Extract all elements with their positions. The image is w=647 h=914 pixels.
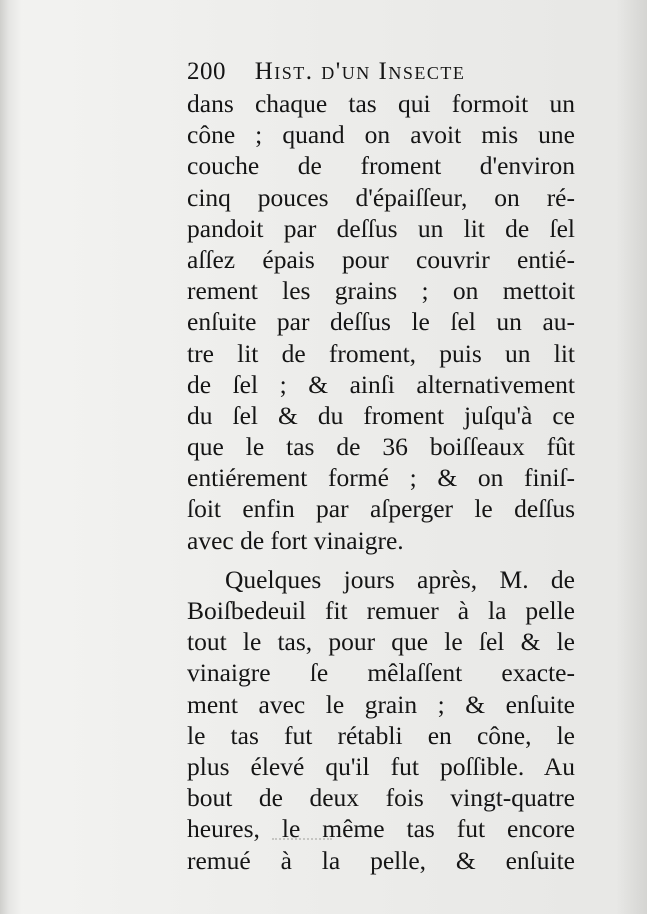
text-line: dans chaque tas qui formoit un (187, 89, 575, 118)
text-line: ſoit enfin par aſperger le deſſus (187, 494, 575, 524)
running-head: Hist. d'un Insecte (254, 58, 466, 85)
text-line: vinaigre ſe mêlaſſent exacte- (187, 658, 575, 688)
text-line: du ſel & du froment juſqu'à ce (187, 400, 575, 430)
text-line: enſuite par deſſus le ſel un au- (187, 307, 575, 337)
text-line: heures, le même tas fut encore (187, 814, 575, 844)
text-line: couche de froment d'environ (187, 151, 575, 181)
text-line-paragraph-start: Quelques jours après, M. de (225, 564, 575, 594)
text-line: bout de deux fois vingt-quatre (187, 783, 575, 813)
body-text (187, 88, 587, 876)
text-line: rement les grains ; on mettoit (187, 276, 575, 306)
text-line: entiérement formé ; & on finiſ- (187, 463, 575, 493)
page-edge-shadow (617, 0, 647, 914)
binding-gutter-shadow (0, 0, 22, 914)
text-line: remué à la pelle, & enſuite (187, 845, 575, 875)
text-line: Boiſbedeuil fit remuer à la pelle (187, 596, 575, 625)
text-line: le tas fut rétabli en cône, le (187, 720, 575, 750)
text-line: plus élevé qu'il fut poſſible. Au (187, 751, 575, 781)
page-header (187, 58, 587, 92)
text-line: tout le tas, pour que le ſel & le (187, 627, 575, 657)
text-line-paragraph-end: avec de fort vinaigre. (187, 525, 404, 555)
text-line: cinq pouces d'épaiſſeur, on ré- (187, 182, 575, 212)
text-line: pandoit par deſſus un lit de ſel (187, 213, 575, 243)
page-footer-mark (272, 838, 332, 846)
text-line: de ſel ; & ainſi alternativement (187, 369, 575, 399)
text-line: aſſez épais pour couvrir entié- (187, 244, 575, 274)
text-line: tre lit de froment, puis un lit (187, 338, 575, 368)
text-line: ment avec le grain ; & enſuite (187, 689, 575, 719)
paragraph-gap (187, 556, 587, 564)
text-line: que le tas de 36 boiſſeaux fût (187, 432, 575, 462)
text-line: cône ; quand on avoit mis une (187, 120, 575, 150)
page-number: 200 (187, 58, 226, 85)
